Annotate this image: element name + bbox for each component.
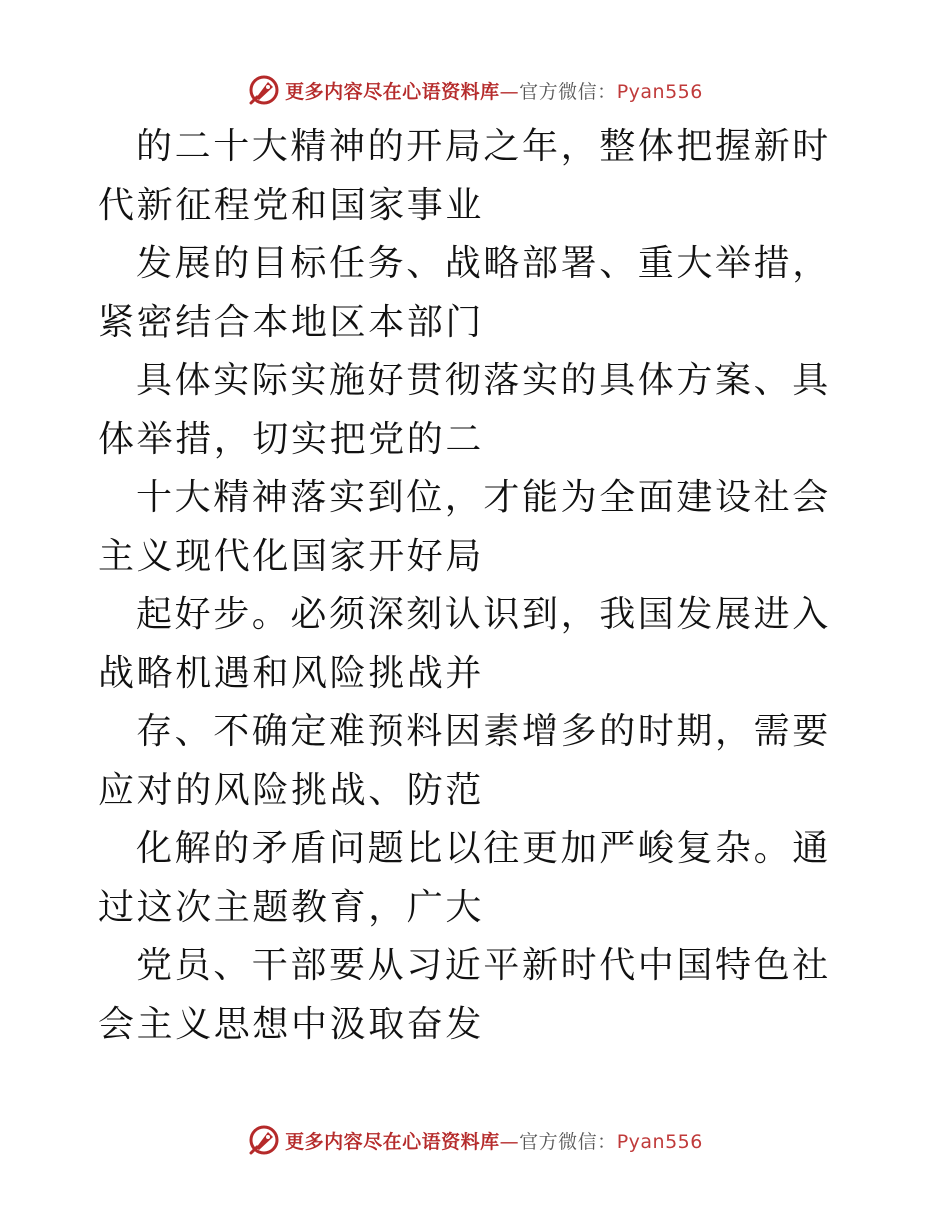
- footer-wechat-label: 官方微信：: [519, 1130, 617, 1153]
- paragraph: 化解的矛盾问题比以往更加严峻复杂。通过这次主题教育，广大: [98, 828, 831, 928]
- pen-nib-logo-icon: [247, 73, 281, 107]
- header-wechat-id: Pyan556: [616, 80, 703, 103]
- header-dash: —: [499, 80, 520, 103]
- footer-wechat-id: Pyan556: [616, 1130, 703, 1153]
- pen-nib-logo-icon: [247, 1123, 281, 1157]
- header-site-text: 更多内容尽在心语资料库: [285, 80, 500, 103]
- paragraph: 十大精神落实到位，才能为全面建设社会主义现代化国家开好局: [98, 477, 831, 577]
- paragraph: 发展的目标任务、战略部署、重大举措，紧密结合本地区本部门: [98, 243, 831, 343]
- paragraph: 党员、干部要从习近平新时代中国特色社会主义思想中汲取奋发: [98, 945, 831, 1045]
- footer-site-text: 更多内容尽在心语资料库: [285, 1130, 500, 1153]
- document-body: [98, 118, 858, 1054]
- header-wechat-label: 官方微信：: [519, 80, 617, 103]
- header-banner-text: [285, 77, 703, 104]
- paragraph: 起好步。必须深刻认识到，我国发展进入战略机遇和风险挑战并: [98, 594, 831, 694]
- footer-banner: [0, 1120, 950, 1160]
- paragraph: 具体实际实施好贯彻落实的具体方案、具体举措，切实把党的二: [98, 360, 831, 460]
- header-banner: [0, 70, 950, 110]
- paragraph: 的二十大精神的开局之年，整体把握新时代新征程党和国家事业: [98, 126, 831, 226]
- footer-banner-text: [285, 1127, 703, 1154]
- footer-dash: —: [499, 1130, 520, 1153]
- paragraph: 存、不确定难预料因素增多的时期，需要应对的风险挑战、防范: [98, 711, 831, 811]
